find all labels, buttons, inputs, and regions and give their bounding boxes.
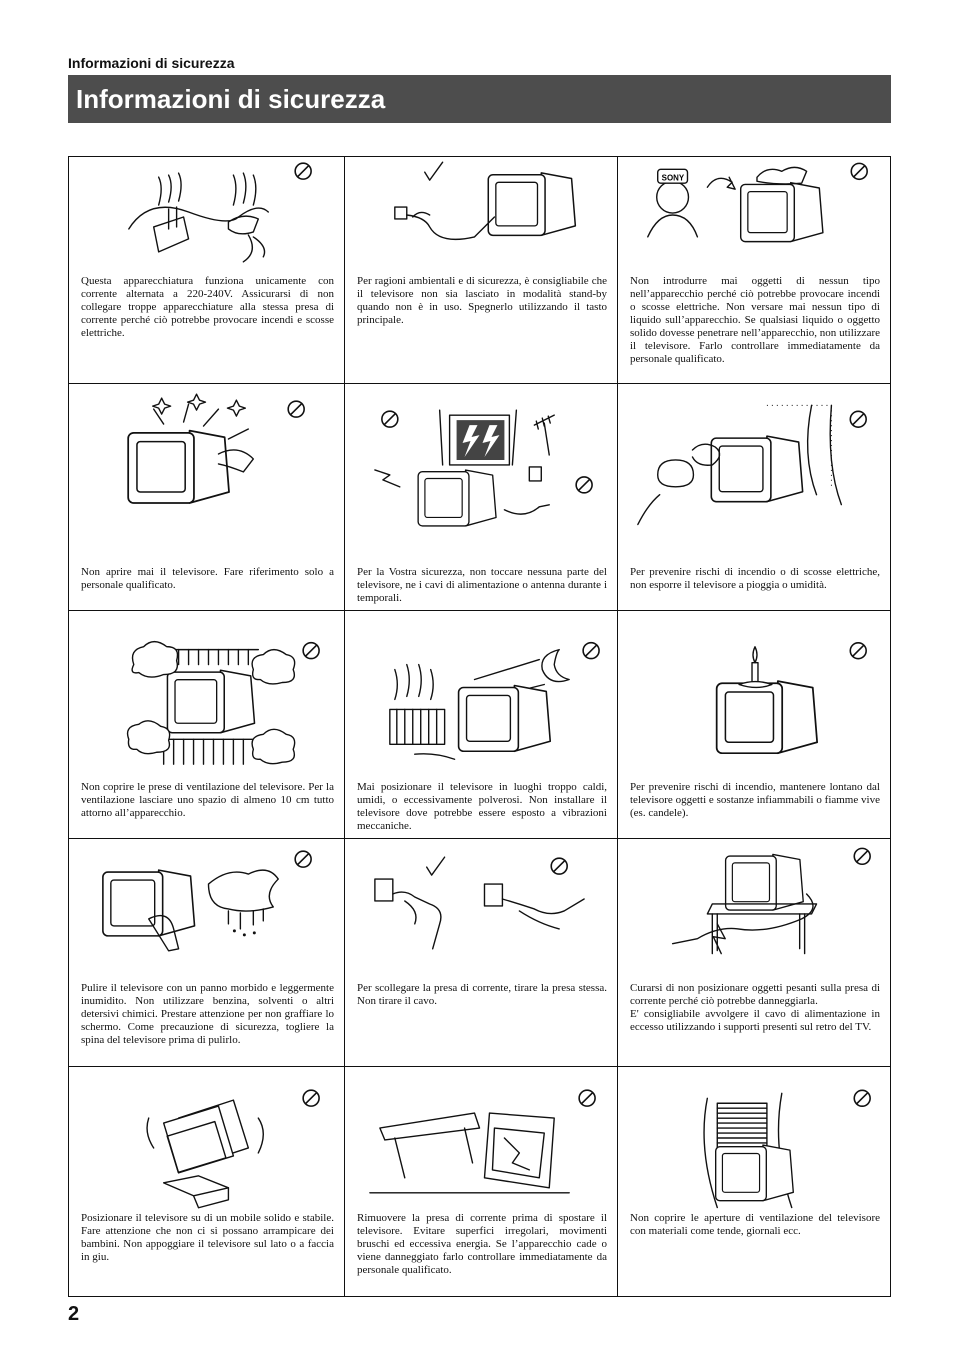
prohibited-icon xyxy=(576,477,592,493)
safety-grid xyxy=(68,156,891,1297)
check-icon xyxy=(427,857,445,875)
prohibited-icon xyxy=(551,858,567,874)
cell-text: Posizionare il televisore su di un mobile solido e stabile. Fare attenzione che non ci si possano arrampicare dei bambini. Non appoggiare il televisore sul lato o a faccia in giu. xyxy=(81,1212,334,1263)
safety-cell-12 xyxy=(618,839,890,1067)
rain-moisture-illustration xyxy=(618,384,890,524)
cell-text: Rimuovere la presa di corrente prima di spostare il televisore. Evitare superfici irregolari, movimenti bruschi ed eccessiva energia. Se l’apparecchio cade o viene danneggiato farlo controllare immediatamente da personale qualificato. xyxy=(357,1212,607,1276)
cell-text: Per scollegare la presa di corrente, tirare la presa stessa. Non tirare il cavo. xyxy=(357,982,607,1007)
prohibited-icon xyxy=(382,411,398,427)
safety-cell-9 xyxy=(618,611,890,839)
cell-text: Pulire il televisore con un panno morbido e leggermente inumidito. Non utilizzare benzina, solventi o altri detersivi chimici. Prestare attenzione per non graffiare lo schermo. Come precauzione di sicurezza, togliere la spina del televisore prima di pulirlo. xyxy=(81,982,334,1046)
cell-text: Questa apparecchiatura funziona unicamente con corrente alternata a 220-240V. Assicurarsi di non collegare troppe apparecchiature alla stessa presa di corrente perché ciò potrebbe provocare incendi e scosse elettriche. xyxy=(81,275,334,339)
safety-cell-15 xyxy=(618,1067,890,1296)
page-number: 2 xyxy=(68,1303,80,1325)
prohibited-icon xyxy=(583,643,599,659)
prohibited-icon xyxy=(303,1090,319,1106)
stable-furniture-illustration xyxy=(69,1067,344,1207)
prohibited-icon xyxy=(579,1090,595,1106)
safety-cell-13 xyxy=(69,1067,345,1296)
prohibited-icon xyxy=(303,643,319,659)
safety-cell-10 xyxy=(69,839,345,1067)
prohibited-icon xyxy=(850,411,866,427)
safety-cell-2 xyxy=(345,157,618,384)
safety-cell-4 xyxy=(69,384,345,611)
prohibited-icon xyxy=(295,163,311,179)
cell-text: Non coprire le prese di ventilazione del televisore. Per la ventilazione lasciare uno spazio di almeno 10 cm tutto attorno all’apparecchio. xyxy=(81,781,334,819)
safety-cell-5 xyxy=(345,384,618,611)
tv-standby-illustration xyxy=(345,157,617,275)
heat-humidity-illustration xyxy=(345,611,617,756)
prohibited-icon xyxy=(850,643,866,659)
check-icon xyxy=(425,162,443,180)
safety-cell-6 xyxy=(618,384,890,611)
candle-flame-illustration xyxy=(618,611,890,756)
prohibited-icon xyxy=(851,163,867,179)
prohibited-icon xyxy=(854,1090,870,1106)
cell-text: Per la Vostra sicurezza, non toccare nessuna parte del televisore, ne i cavi di alimentazione o antenna durante i temporali. xyxy=(357,566,607,604)
running-head: Informazioni di sicurezza xyxy=(68,55,235,71)
thunderstorm-illustration xyxy=(345,384,617,524)
safety-cell-14 xyxy=(345,1067,618,1296)
cleaning-illustration xyxy=(69,839,344,957)
cell-text: Curarsi di non posizionare oggetti pesanti sulla presa di corrente perché ciò potrebbe danneggiarla. E' consigliabile avvolgere il cavo di alimentazione in eccesso utilizzando i supporti presenti sul retro del TV. xyxy=(630,982,880,1033)
cell-text: Non aprire mai il televisore. Fare riferimento solo a personale qualificato. xyxy=(81,566,334,591)
ventilation-space-illustration xyxy=(69,611,344,756)
cover-ventilation-illustration xyxy=(618,1067,890,1207)
title-bar xyxy=(68,75,891,123)
cell-text: Mai posizionare il televisore in luoghi troppo caldi, umidi, o eccessivamente polverosi. Non installare il televisore dove potrebbe essere esposto a vibrazioni meccaniche. xyxy=(357,781,607,832)
cell-text: Per prevenire rischi di incendio, mantenere lontano dal televisore oggetti e sostanze infiammabili o fiamme vive (es. candele). xyxy=(630,781,880,819)
multi-plug-outlet-illustration xyxy=(69,157,344,275)
safety-cell-7 xyxy=(69,611,345,839)
cell-text: Per ragioni ambientali e di sicurezza, è consigliabile che il televisore non sia lasciato in modalità stand-by quando non è in uso. Spegnerlo utilizzando il tasto principale. xyxy=(357,275,607,326)
prohibited-icon xyxy=(288,401,304,417)
sony-badge: SONY xyxy=(661,173,685,183)
moving-tv-illustration xyxy=(345,1067,617,1207)
cell-text: Non coprire le aperture di ventilazione del televisore con materiali come tende, giornali ecc. xyxy=(630,1212,880,1237)
cell-text: Per prevenire rischi di incendio o di scosse elettriche, non esporre il televisore a pioggia o umidità. xyxy=(630,566,880,591)
safety-cell-3 xyxy=(618,157,890,384)
safety-cell-8 xyxy=(345,611,618,839)
prohibited-icon xyxy=(295,851,311,867)
safety-cell-1 xyxy=(69,157,345,384)
page-title: Informazioni di sicurezza xyxy=(76,84,386,114)
cell-text: Non introdurre mai oggetti di nessun tipo nell’apparecchio perché ciò potrebbe provocare incendi o scosse elettriche. Non versare mai nessun tipo di liquido sull’apparecchio. Se qualsiasi liquido o oggetto solido dovesse penetrare nell’apparecchio, non utilizzare il televisore. Farlo controllare immediatamente da personale qualificato. xyxy=(630,275,880,365)
no-objects-liquids-illustration xyxy=(618,157,890,275)
unplug-correctly-illustration xyxy=(345,839,617,957)
do-not-open-tv-illustration xyxy=(69,384,344,502)
prohibited-icon xyxy=(854,848,870,864)
safety-cell-11 xyxy=(345,839,618,1067)
heavy-objects-cable-illustration xyxy=(618,839,890,957)
